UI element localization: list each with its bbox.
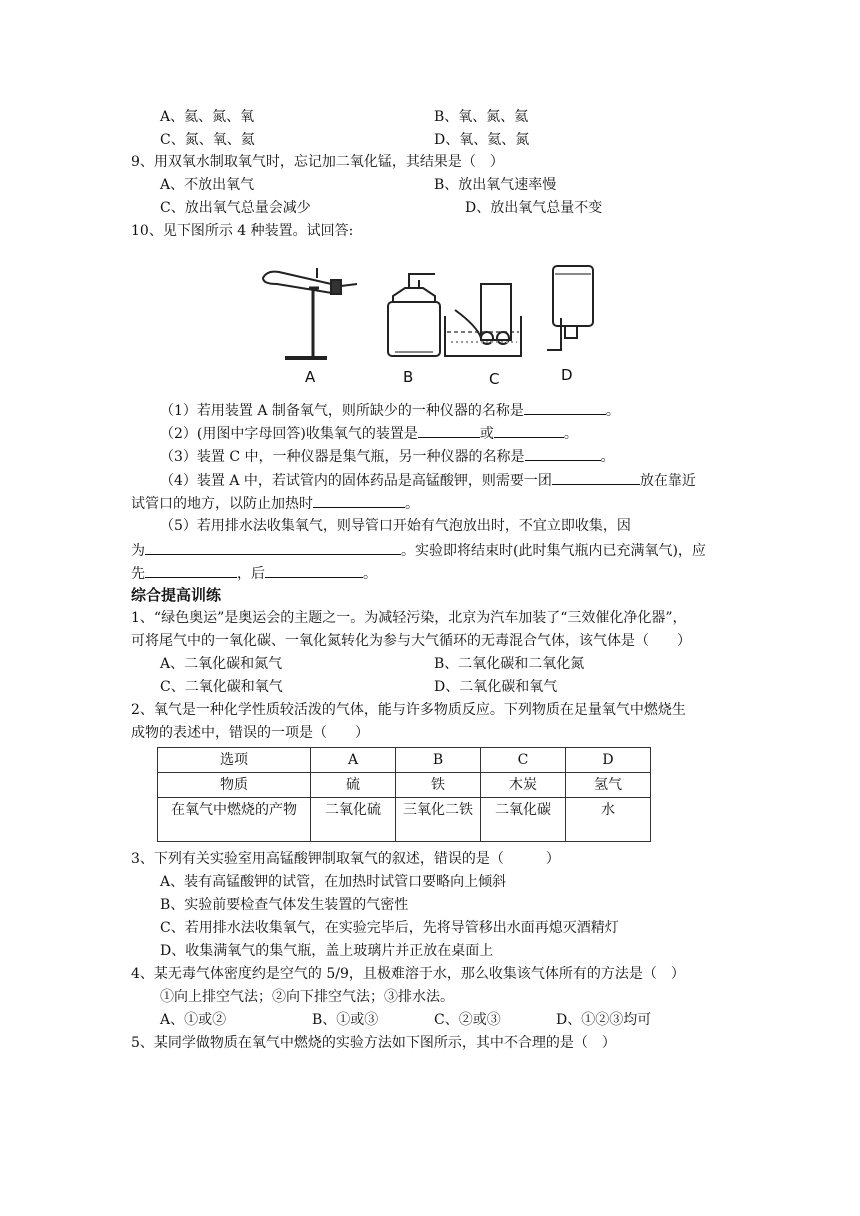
q10-part-4 bbox=[160, 469, 696, 489]
q9-option-a: A、不放出氧气 bbox=[160, 177, 255, 193]
q9-option-c: C、放出氧气总量会减少 bbox=[160, 200, 311, 216]
table-cell: 木炭 bbox=[481, 773, 566, 798]
q10-part-5-end: 。 bbox=[363, 566, 377, 582]
q10-part-4-text: （4）装置 A 中，若试管内的固体药品是高锰酸钾，则需要一团 bbox=[160, 473, 552, 489]
q10-part-5-line3 bbox=[131, 562, 377, 582]
s5-stem: 5、某同学做物质在氧气中燃烧的实验方法如下图所示，其中不合理的是（ ） bbox=[131, 1035, 616, 1051]
q10-part-1-text: （1）若用装置 A 制备氧气，则所缺少的一种仪器的名称是 bbox=[160, 403, 524, 419]
q10-stem: 10、见下图所示 4 种装置。试回答: bbox=[131, 223, 354, 239]
q10-part-5-mid: 。实验即将结束时(此时集气瓶内已充满氧气)，应 bbox=[401, 543, 706, 559]
figure-label-d: D bbox=[561, 366, 573, 384]
q10-part-1-end: 。 bbox=[605, 403, 620, 419]
table-cell: C bbox=[481, 748, 566, 773]
q10-part-4-mid: 放在靠近 bbox=[639, 473, 696, 489]
s4-stem: 4、某无毒气体密度约是空气的 5/9，且极难溶于水，那么收集该气体所有的方法是（ ） bbox=[131, 966, 685, 982]
q10-part-1 bbox=[160, 399, 620, 419]
s3-option-d: D、收集满氧气的集气瓶，盖上玻璃片并正放在桌面上 bbox=[160, 943, 494, 959]
table-cell: 物质 bbox=[158, 773, 311, 798]
s1-option-c: C、二氧化碳和氧气 bbox=[160, 679, 283, 695]
s4-option-c: C、②或③ bbox=[434, 1012, 501, 1028]
s1-option-d: D、二氧化碳和氧气 bbox=[434, 679, 558, 695]
apparatus-d-drawing bbox=[547, 266, 593, 350]
q9-option-b: B、放出氧气速率慢 bbox=[434, 177, 557, 193]
q8-option-b: B、氧、氮、氦 bbox=[434, 109, 529, 125]
s3-option-a: A、装有高锰酸钾的试管，在加热时试管口要略向上倾斜 bbox=[160, 874, 507, 890]
s3-option-b: B、实验前要检查气体发生装置的气密性 bbox=[160, 897, 409, 913]
table-cell: 铁 bbox=[396, 773, 481, 798]
s4-option-a: A、①或② bbox=[160, 1012, 227, 1028]
table-cell: D bbox=[566, 748, 651, 773]
table-cell: 水 bbox=[566, 798, 651, 842]
q10-part-2-blank-2[interactable] bbox=[494, 422, 564, 438]
s1-stem-line2: 可将尾气中的一氧化碳、一氧化氮转化为参与大气循环的无毒混合气体，该气体是（ ） bbox=[131, 633, 691, 649]
q10-part-5-blank-1[interactable] bbox=[145, 539, 401, 555]
q10-part-3-end: 。 bbox=[600, 449, 615, 465]
q10-part-2-text: （2）(用图中字母回答)收集氧气的装置是 bbox=[160, 426, 418, 442]
q10-part-5-blank-3[interactable] bbox=[265, 562, 363, 578]
section-title: 综合提高训练 bbox=[131, 586, 222, 604]
figure-label-a: A bbox=[305, 368, 316, 386]
table-cell: A bbox=[311, 748, 396, 773]
apparatus-a-drawing bbox=[263, 268, 357, 358]
s1-option-b: B、二氧化碳和二氧化氮 bbox=[434, 656, 585, 672]
q8-option-d: D、氧、氦、氮 bbox=[434, 132, 530, 148]
table-cell: B bbox=[396, 748, 481, 773]
s2-stem-line1: 2、氧气是一种化学性质较活泼的气体，能与许多物质反应。下列物质在足量氧气中燃烧生 bbox=[131, 702, 686, 718]
q10-part-3-text: （3）装置 C 中，一种仪器是集气瓶，另一种仪器的名称是 bbox=[160, 449, 525, 465]
table-cell: 二氧化硫 bbox=[311, 798, 396, 842]
s1-option-a: A、二氧化碳和氮气 bbox=[160, 656, 283, 672]
figure-label-b: B bbox=[403, 368, 414, 386]
table-cell: 二氧化碳 bbox=[481, 798, 566, 842]
s4-methods: ①向上排空气法；②向下排空气法；③排水法。 bbox=[160, 989, 454, 1005]
table-row bbox=[158, 748, 651, 773]
table-cell: 硫 bbox=[311, 773, 396, 798]
s2-table bbox=[157, 747, 651, 842]
q8-option-c: C、氮、氧、氦 bbox=[160, 132, 255, 148]
s3-stem: 3、下列有关实验室用高锰酸钾制取氧气的叙述，错误的是（ ） bbox=[131, 851, 560, 867]
table-cell: 选项 bbox=[158, 748, 311, 773]
table-cell: 三氧化二铁 bbox=[396, 798, 481, 842]
apparatus-c-drawing bbox=[445, 284, 521, 356]
q10-part-4-blank-1[interactable] bbox=[552, 469, 640, 485]
q10-part-5-first: 先 bbox=[131, 566, 145, 582]
q10-part-4-blank-2[interactable] bbox=[313, 492, 405, 508]
q8-option-a: A、氦、氮、氧 bbox=[160, 109, 255, 125]
s2-stem-line2: 成物的表述中，错误的一项是（ ） bbox=[131, 725, 369, 741]
s4-option-d: D、①②③均可 bbox=[556, 1012, 652, 1028]
q10-part-4-line2 bbox=[131, 492, 419, 512]
q9-stem: 9、用双氧水制取氧气时，忘记加二氧化锰，其结果是（ ） bbox=[131, 154, 504, 170]
q9-option-d: D、放出氧气总量不变 bbox=[465, 200, 603, 216]
q10-part-2-or: 或 bbox=[479, 426, 494, 442]
q10-part-4-end: 。 bbox=[405, 496, 419, 512]
apparatus-b-drawing bbox=[388, 274, 440, 356]
s4-option-b: B、①或③ bbox=[312, 1012, 379, 1028]
s3-option-c: C、若用排水法收集氧气，在实验完毕后，先将导管移出水面再熄灭酒精灯 bbox=[160, 920, 619, 936]
table-cell: 在氧气中燃烧的产物 bbox=[158, 798, 311, 842]
q10-part-5-blank-2[interactable] bbox=[145, 562, 237, 578]
q10-part-2-end: 。 bbox=[563, 426, 578, 442]
s1-stem-line1: 1、“绿色奥运”是奥运会的主题之一。为减轻污染，北京为汽车加装了“三效催化净化器”， bbox=[131, 610, 687, 626]
q10-part-3-blank[interactable] bbox=[525, 445, 601, 461]
table-cell: 氢气 bbox=[566, 773, 651, 798]
q10-part-2 bbox=[160, 422, 578, 442]
q10-part-5-because: 为 bbox=[131, 543, 145, 559]
table-row bbox=[158, 798, 651, 842]
q10-part-1-blank[interactable] bbox=[524, 399, 606, 415]
figure-label-c: C bbox=[489, 370, 500, 388]
q10-part-5: （5）若用排水法收集氧气，则导管口开始有气泡放出时，不宜立即收集，因 bbox=[160, 518, 631, 534]
q10-part-5-line2 bbox=[131, 539, 706, 559]
table-row bbox=[158, 773, 651, 798]
q10-part-2-blank-1[interactable] bbox=[418, 422, 480, 438]
q10-part-4-text2: 试管口的地方，以防止加热时 bbox=[131, 496, 313, 512]
q10-part-5-then: ，后 bbox=[237, 566, 265, 582]
q10-part-3 bbox=[160, 445, 615, 465]
